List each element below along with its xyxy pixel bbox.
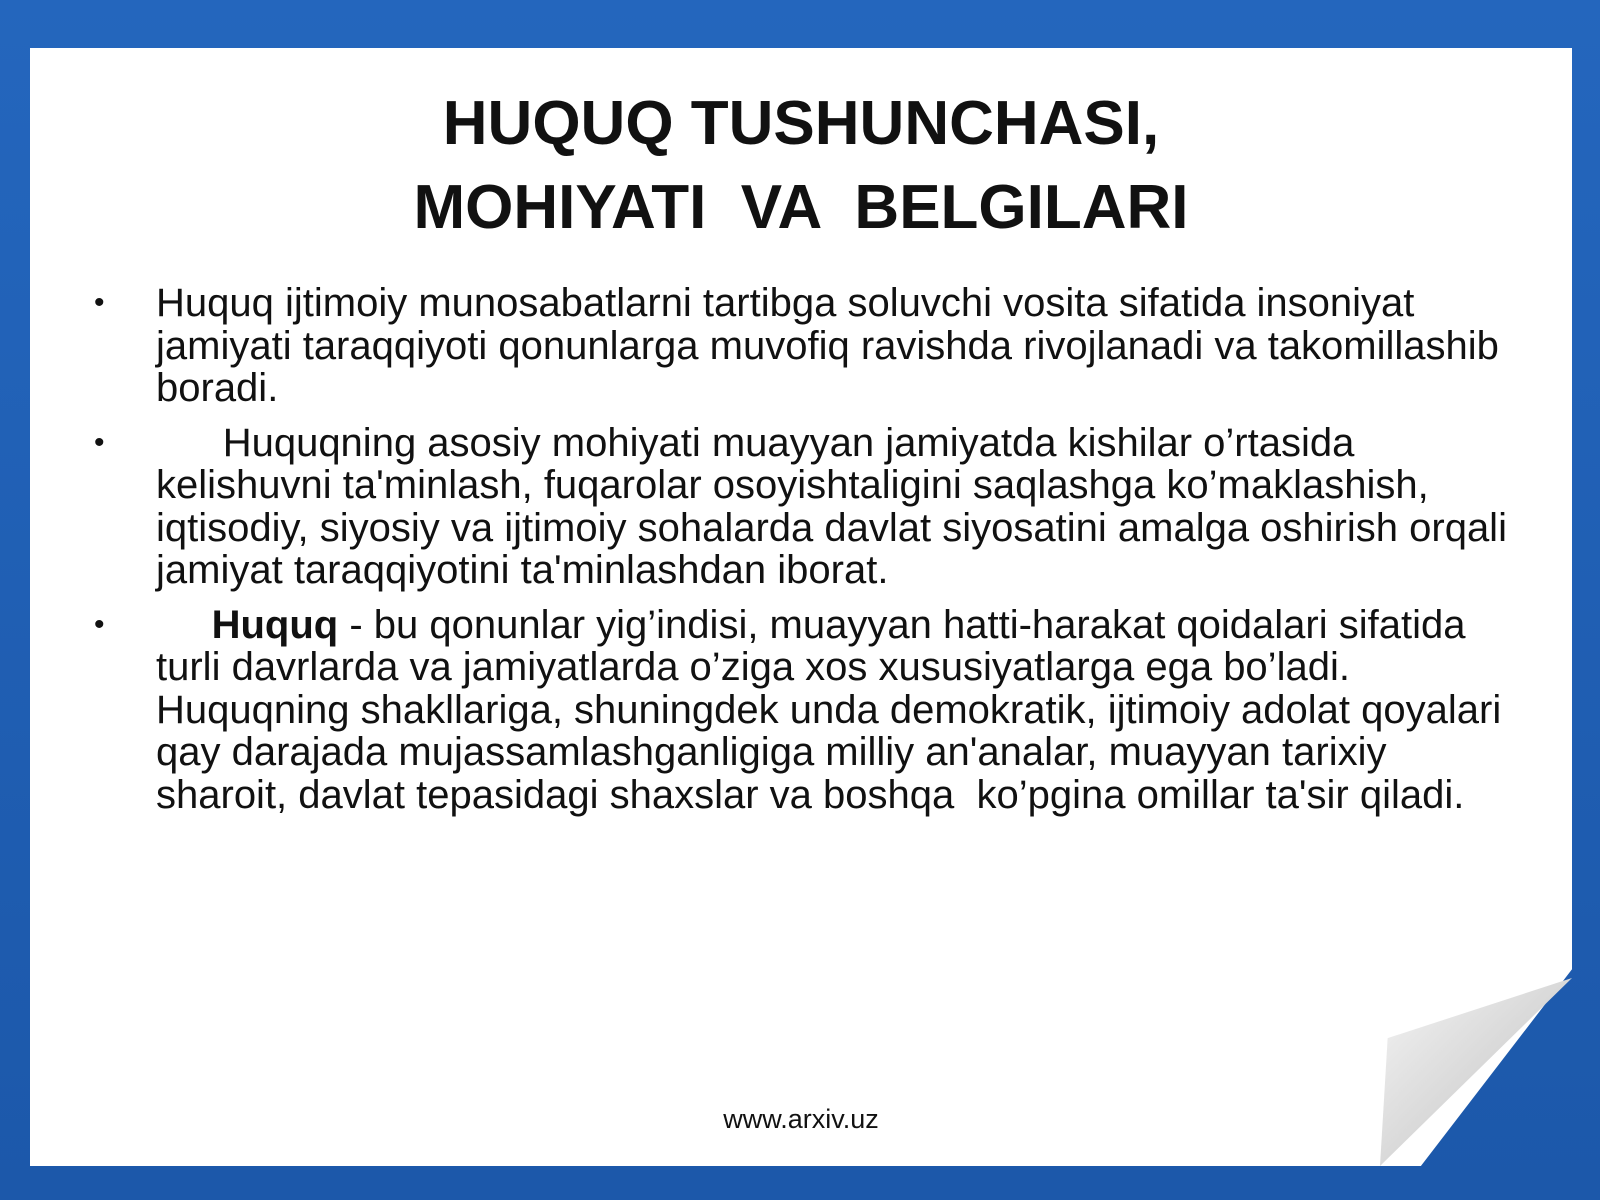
bullet-body: - bu qonunlar yig’indisi, muayyan hatti-harakat qoidalari sifatida turli davrlarda va jamiyatlarda o’ziga xos xususiyatlarga ega bo’ladi. Huquqning shakllariga, shuningdek unda demokratik, ijtimoiy adolat qoyalari qay darajada mujassamlashganligiga milliy an'analar, muayyan tarixiy sharoit, davlat tepasidagi shaxslar va boshqa ko’pgina omillar ta'sir qiladi.: [156, 602, 1513, 817]
bullet-list: [94, 281, 1519, 828]
bullet-item-2: [94, 420, 1519, 592]
bullet-dot-icon: •: [94, 607, 105, 641]
bullet-text-2: [156, 421, 1518, 593]
footer-website: www.arxiv.uz: [723, 1104, 879, 1134]
bullet-dot-icon: •: [94, 425, 105, 459]
bullet-text-1: [156, 281, 1510, 410]
bullet-item-3: [94, 604, 1514, 817]
slide-title-line-2: MOHIYATI VA BELGILARI: [413, 173, 1189, 242]
bullet-item-1: [94, 282, 1514, 410]
bullet-text-3: [156, 603, 1512, 817]
bullet-dot-icon: •: [94, 286, 105, 319]
slide-title-line-1: HUQUQ TUSHUNCHASI,: [442, 89, 1160, 158]
bullet-bold-term: Huquq: [211, 602, 339, 647]
bullet-indent: [156, 421, 223, 465]
bullet-body: Huquqning asosiy mohiyati muayyan jamiyatda kishilar o’rtasida kelishuvni ta'minlash, fuqarolar osoyishtaligini saqlashga ko’maklashish, iqtisodiy, siyosiy va ijtimoiy sohalarda davlat siyosatini amalga oshirish orqali jamiyat taraqqiyotini ta'minlashdan iborat.: [156, 420, 1519, 592]
bullet-body: Huquq ijtimoiy munosabatlarni tartibga soluvchi vosita sifatida insoniyat jamiyati taraqqiyoti qonunlarga muvofiq ravishda rivojlanadi va takomillashib boradi.: [156, 281, 1511, 410]
bullet-indent: [156, 603, 212, 647]
